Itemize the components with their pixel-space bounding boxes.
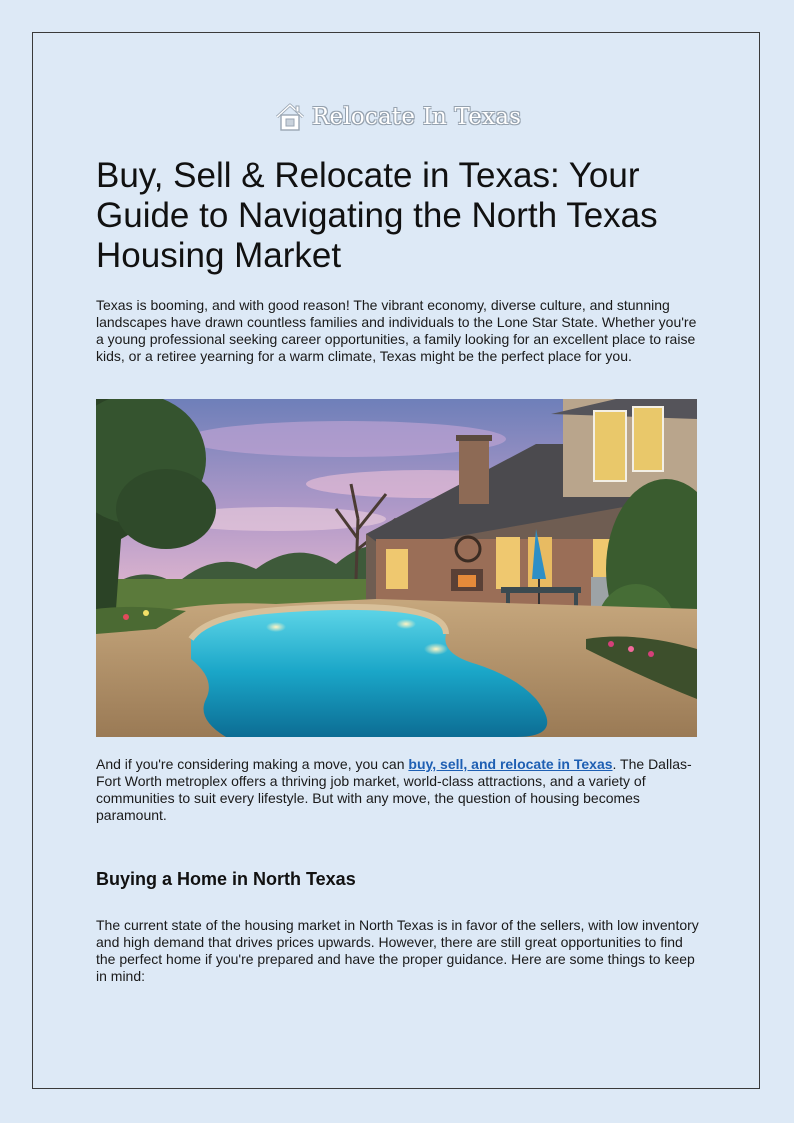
relocate-text-after: . The Dallas-Fort Worth metroplex offers a thriving job market, world-class attractions, and a variety of communities to suit every lifestyle. But with any move, the question of housing becomes paramount. [96, 756, 692, 823]
buy-sell-relocate-link[interactable]: buy, sell, and relocate in Texas [408, 756, 613, 772]
page-title: Buy, Sell & Relocate in Texas: Your Guide to Navigating the North Texas Housing Market [96, 156, 658, 275]
relocate-paragraph [96, 756, 702, 824]
pool-house-photo [96, 399, 697, 737]
house-icon [274, 102, 306, 132]
relocate-text-before: And if you're considering making a move, you can [96, 756, 409, 772]
brand-name: Relocate In Texas [312, 104, 522, 130]
buying-paragraph: The current state of the housing market in North Texas is in favor of the sellers, with low inventory and high demand that drives prices upwards. However, there are still great opportunities to find the perfect home if you're prepared and have the proper guidance. Here are some things to keep in mind: [96, 917, 699, 984]
intro-paragraph: Texas is booming, and with good reason! The vibrant economy, diverse culture, and stunning landscapes have drawn countless families and individuals to the Lone Star State. Whether you're a young professional seeking career opportunities, a family looking for an excellent place to raise kids, or a retiree yearning for a warm climate, Texas might be the perfect place for you. [96, 297, 697, 364]
brand-logo[interactable] [274, 100, 521, 134]
section-heading: Buying a Home in North Texas [96, 869, 356, 889]
